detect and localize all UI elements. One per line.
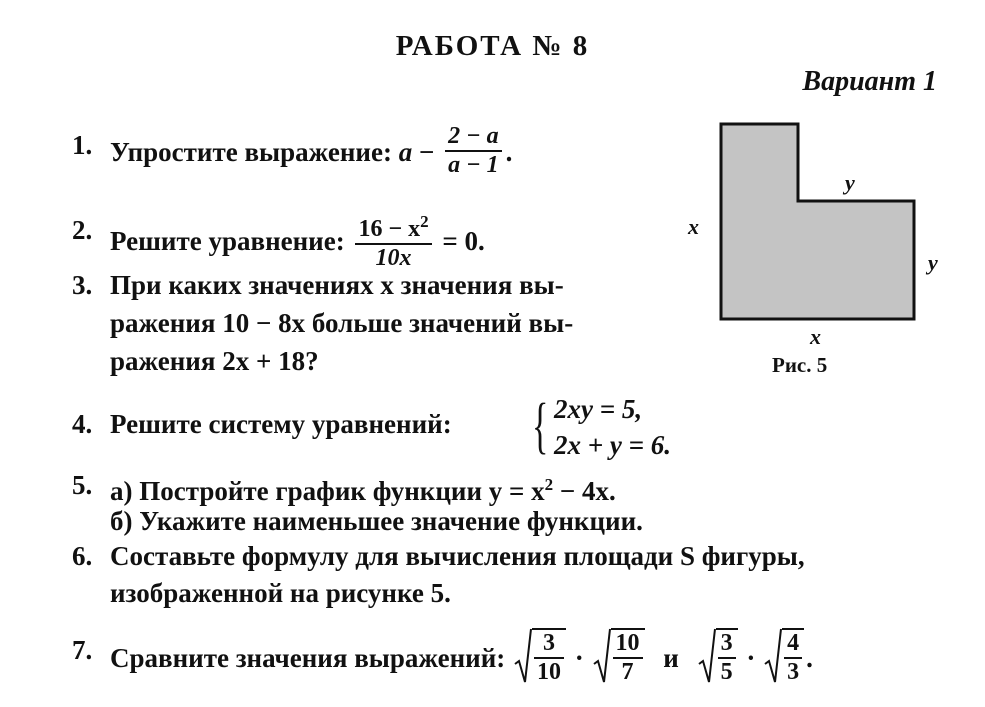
label-x-left: x (688, 214, 699, 239)
fraction-numerator: 3 (543, 630, 556, 656)
fraction-denominator: 3 (784, 657, 802, 686)
fraction-denominator: a − 1 (445, 150, 502, 179)
multiply-dot: · (574, 643, 584, 674)
task-line: а) Постройте график функции y = x (110, 476, 545, 506)
exponent: 2 (420, 212, 429, 231)
brace-icon: { (532, 392, 549, 460)
task-number: 6. (72, 541, 93, 571)
fraction-numerator: 16 − x (358, 216, 421, 242)
figure-5-shape (718, 121, 918, 323)
task-text: Решите систему уравнений: (110, 409, 452, 439)
task-text: Сравните значения выражений: (110, 643, 506, 674)
math-var: a (398, 137, 413, 168)
task-number: 4. (72, 409, 93, 439)
variant-label: Вариант 1 (802, 66, 937, 97)
task-line-end: − 4x. (553, 476, 616, 506)
task-number: 3. (72, 270, 93, 300)
task-number: 7. (72, 635, 93, 665)
sqrt-expression (593, 628, 645, 686)
task-text: Решите уравнение: (110, 226, 345, 257)
figure-caption: Рис. 5 (772, 353, 828, 377)
task-number: 5. (72, 470, 93, 500)
task-4 (72, 392, 672, 475)
fraction-numerator: 3 (720, 630, 733, 656)
sqrt-expression (698, 628, 738, 686)
task-line: ражения 10 − 8x больше значений вы- (110, 308, 574, 338)
task-number: 1. (72, 130, 93, 160)
multiply-dot: · (746, 643, 756, 674)
label-y-right: y (928, 250, 938, 275)
l-shape-polygon (721, 124, 914, 319)
task-number: 2. (72, 215, 93, 245)
sqrt-expression (764, 628, 804, 686)
radical-sign-icon (698, 628, 716, 684)
fraction (355, 208, 431, 272)
fraction-denominator: 10 (534, 657, 564, 686)
task-line: ражения 2x + 18? (110, 346, 319, 376)
sqrt-expression (514, 628, 566, 686)
fraction-denominator: 7 (613, 657, 643, 686)
task-line: При каких значениях x значения вы- (110, 270, 564, 300)
task-line: б) Укажите наименьшее значение функции. (110, 506, 643, 536)
radical-sign-icon (514, 628, 532, 684)
fraction-denominator: 5 (718, 657, 736, 686)
conjunction: и (663, 643, 679, 674)
task-text: Упростите выражение: (110, 137, 392, 168)
fraction (445, 123, 502, 179)
fraction-numerator: 2 − a (448, 123, 499, 149)
period: . (505, 137, 513, 168)
fraction-numerator: 10 (615, 630, 640, 656)
equation-system (532, 391, 671, 463)
fraction-numerator: 4 (787, 630, 800, 656)
task-line: Составьте формулу для вычисления площади S фигуры, (110, 541, 805, 571)
label-x-bottom: x (810, 324, 821, 349)
fraction-denominator: 10x (355, 243, 431, 272)
math-minus: − (418, 137, 435, 168)
task-line: изображенной на рисунке 5. (110, 578, 451, 608)
period: . (806, 643, 813, 674)
radical-sign-icon (764, 628, 782, 684)
exponent: 2 (544, 475, 554, 494)
page-title: РАБОТА № 8 (395, 30, 590, 62)
label-y-top: y (845, 170, 855, 195)
equation-rhs: = 0. (442, 226, 485, 257)
equation-line: 2x + y = 6. (554, 430, 672, 460)
equation-line: 2xy = 5, (554, 394, 643, 424)
radical-sign-icon (593, 628, 611, 684)
